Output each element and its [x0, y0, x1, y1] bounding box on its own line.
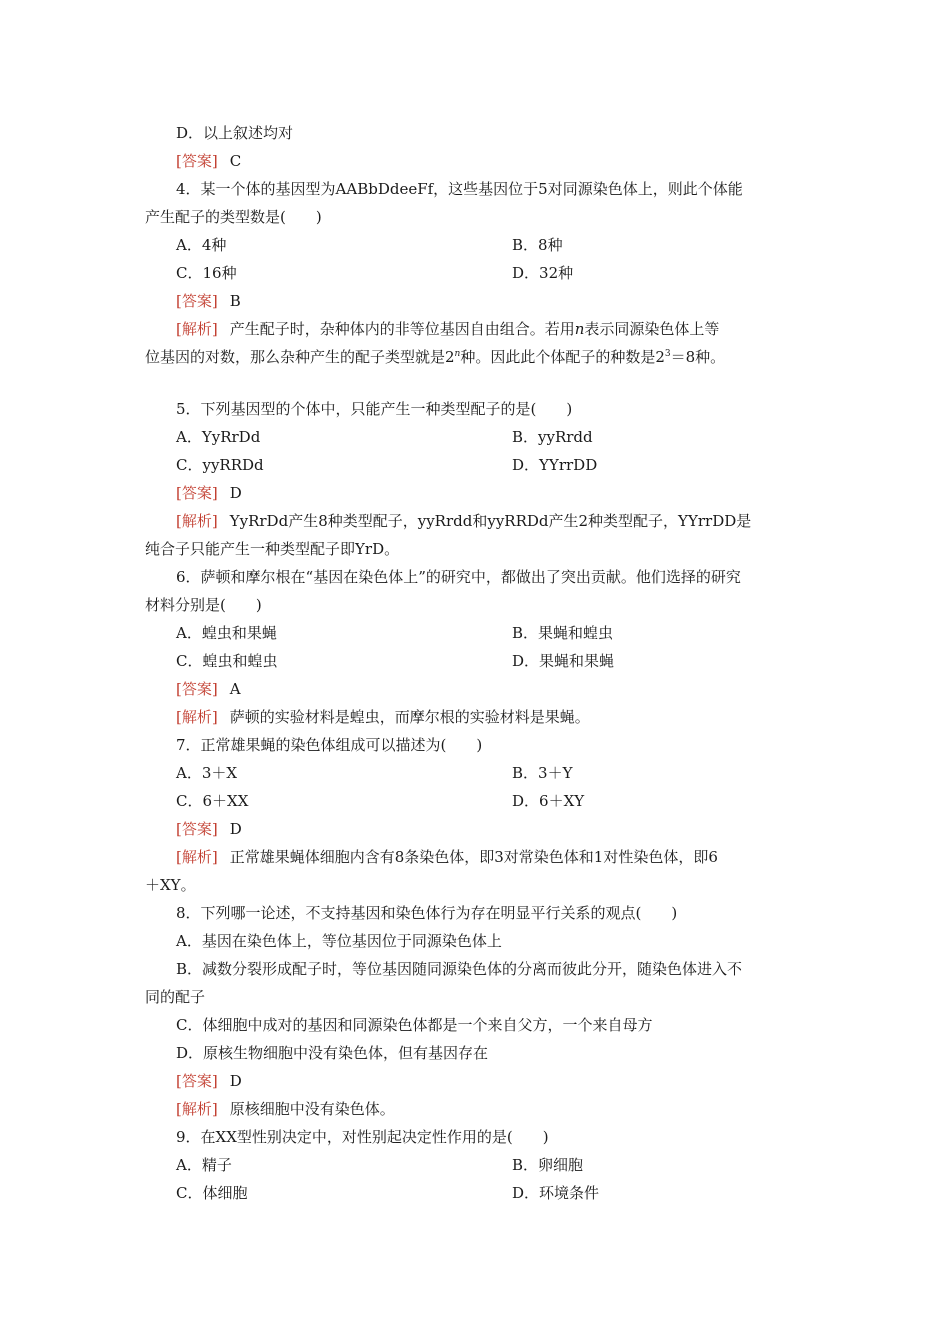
answer-tag: [答案]	[176, 484, 218, 502]
answer-tag: [答案]	[176, 1072, 218, 1090]
explanation-text: 原核细胞中没有染色体。	[229, 1100, 395, 1118]
explanation-text: 正常雄果蝇体细胞内含有8条染色体，即3对常染色体和1对性染色体，即6	[229, 848, 718, 866]
q8-option-a: A．基因在染色体上，等位基因位于同源染色体上	[176, 932, 502, 950]
q6-stem-line1: 6．萨顿和摩尔根在“基因在染色体上”的研究中，都做出了突出贡献。他们选择的研究	[176, 568, 741, 586]
q5-options-row1	[176, 423, 841, 451]
q6-option-a: A．蝗虫和果蝇	[176, 624, 277, 642]
explanation-tag: [解析]	[176, 708, 218, 726]
explanation-text: 产生配子时，杂种体内的非等位基因自由组合。若用	[229, 320, 575, 338]
explanation-text: 位基因的对数，那么杂种产生的配子类型就是2	[145, 348, 455, 366]
q5-explanation-line2: 纯合子只能产生一种类型配子即YrD。	[145, 540, 400, 558]
explanation-text: ＝8种。	[670, 348, 726, 366]
q4-option-b: B．8种	[512, 236, 563, 254]
q7-option-c: C．6＋XX	[176, 792, 249, 810]
answer-value: C	[229, 152, 242, 170]
answer-tag: [答案]	[176, 820, 218, 838]
q6-explanation	[176, 703, 841, 731]
q9-option-a: A．精子	[176, 1156, 232, 1174]
variable-n: n	[574, 320, 585, 338]
q9-option-d: D．环境条件	[512, 1184, 600, 1202]
q5-option-d: D．YYrrDD	[512, 456, 598, 474]
explanation-tag: [解析]	[176, 1100, 218, 1118]
q7-explanation-line1	[176, 843, 841, 871]
q9-options-row2	[176, 1179, 841, 1207]
q7-answer	[176, 815, 841, 843]
q8-answer	[176, 1067, 841, 1095]
q5-stem: 5．下列基因型的个体中，只能产生一种类型配子的是( )	[176, 400, 573, 418]
explanation-tag: [解析]	[176, 848, 218, 866]
q6-option-d: D．果蝇和果蝇	[512, 652, 615, 670]
q9-option-c: C．体细胞	[176, 1184, 248, 1202]
answer-value: A	[229, 680, 241, 698]
q7-explanation-line2: ＋XY。	[145, 876, 196, 894]
q7-option-d: D．6＋XY	[512, 792, 585, 810]
q6-answer	[176, 675, 841, 703]
answer-tag: [答案]	[176, 292, 218, 310]
q8-option-c: C．体细胞中成对的基因和同源染色体都是一个来自父方，一个来自母方	[176, 1016, 653, 1034]
explanation-text: 萨顿的实验材料是蝗虫，而摩尔根的实验材料是果蝇。	[229, 708, 590, 726]
q4-options-row2	[176, 259, 841, 287]
q8-explanation	[176, 1095, 841, 1123]
q6-stem-line2: 材料分别是( )	[145, 596, 262, 614]
q7-options-row2	[176, 787, 841, 815]
q9-stem: 9．在XX型性别决定中，对性别起决定性作用的是( )	[176, 1128, 549, 1146]
q7-option-a: A．3＋X	[176, 764, 238, 782]
q8-option-d: D．原核生物细胞中没有染色体，但有基因存在	[176, 1044, 489, 1062]
answer-value: D	[229, 820, 242, 838]
q3-answer	[176, 147, 841, 175]
q3-option-d: D．以上叙述均对	[176, 124, 294, 142]
q8-option-b-line1: B．减数分裂形成配子时，等位基因随同源染色体的分离而彼此分开，随染色体进入不	[176, 960, 743, 978]
q5-options-row2	[176, 451, 841, 479]
q4-explanation-line1	[176, 315, 841, 343]
q5-option-a: A．YyRrDd	[176, 428, 261, 446]
answer-value: B	[229, 292, 241, 310]
q6-option-b: B．果蝇和蝗虫	[512, 624, 614, 642]
q4-options-row1	[176, 231, 841, 259]
q6-options-row2	[176, 647, 841, 675]
q8-stem: 8．下列哪一论述，不支持基因和染色体行为存在明显平行关系的观点( )	[176, 904, 678, 922]
answer-value: D	[229, 484, 242, 502]
q5-option-c: C．yyRRDd	[176, 456, 264, 474]
explanation-text: 种。因此此个体配子的种数是2	[460, 348, 665, 366]
q7-stem: 7．正常雄果蝇的染色体组成可以描述为( )	[176, 736, 483, 754]
q4-stem-line1: 4．某一个体的基因型为AABbDdeeFf，这些基因位于5对同源染色体上，则此个体能	[176, 180, 743, 198]
explanation-tag: [解析]	[176, 512, 218, 530]
q9-option-b: B．卵细胞	[512, 1156, 584, 1174]
q4-explanation-line2	[145, 343, 810, 371]
q4-stem-line2: 产生配子的类型数是( )	[145, 208, 322, 226]
explanation-text: 表示同源染色体上等	[584, 320, 720, 338]
answer-tag: [答案]	[176, 680, 218, 698]
explanation-tag: [解析]	[176, 320, 218, 338]
q6-options-row1	[176, 619, 841, 647]
q5-answer	[176, 479, 841, 507]
q4-option-c: C．16种	[176, 264, 237, 282]
q4-option-d: D．32种	[512, 264, 574, 282]
answer-value: D	[229, 1072, 242, 1090]
q5-option-b: B．yyRrdd	[512, 428, 593, 446]
q4-option-a: A．4种	[176, 236, 227, 254]
q7-option-b: B．3＋Y	[512, 764, 573, 782]
superscript-n: n	[454, 349, 461, 359]
q7-options-row1	[176, 759, 841, 787]
q6-option-c: C．蝗虫和蝗虫	[176, 652, 278, 670]
q5-explanation-line1	[176, 507, 841, 535]
explanation-text: YyRrDd产生8种类型配子，yyRrdd和yyRRDd产生2种类型配子，YYrrDD是	[229, 512, 752, 530]
q9-options-row1	[176, 1151, 841, 1179]
q8-option-b-line2: 同的配子	[145, 988, 206, 1006]
superscript-3: 3	[664, 349, 671, 359]
answer-tag: [答案]	[176, 152, 218, 170]
q4-answer	[176, 287, 841, 315]
